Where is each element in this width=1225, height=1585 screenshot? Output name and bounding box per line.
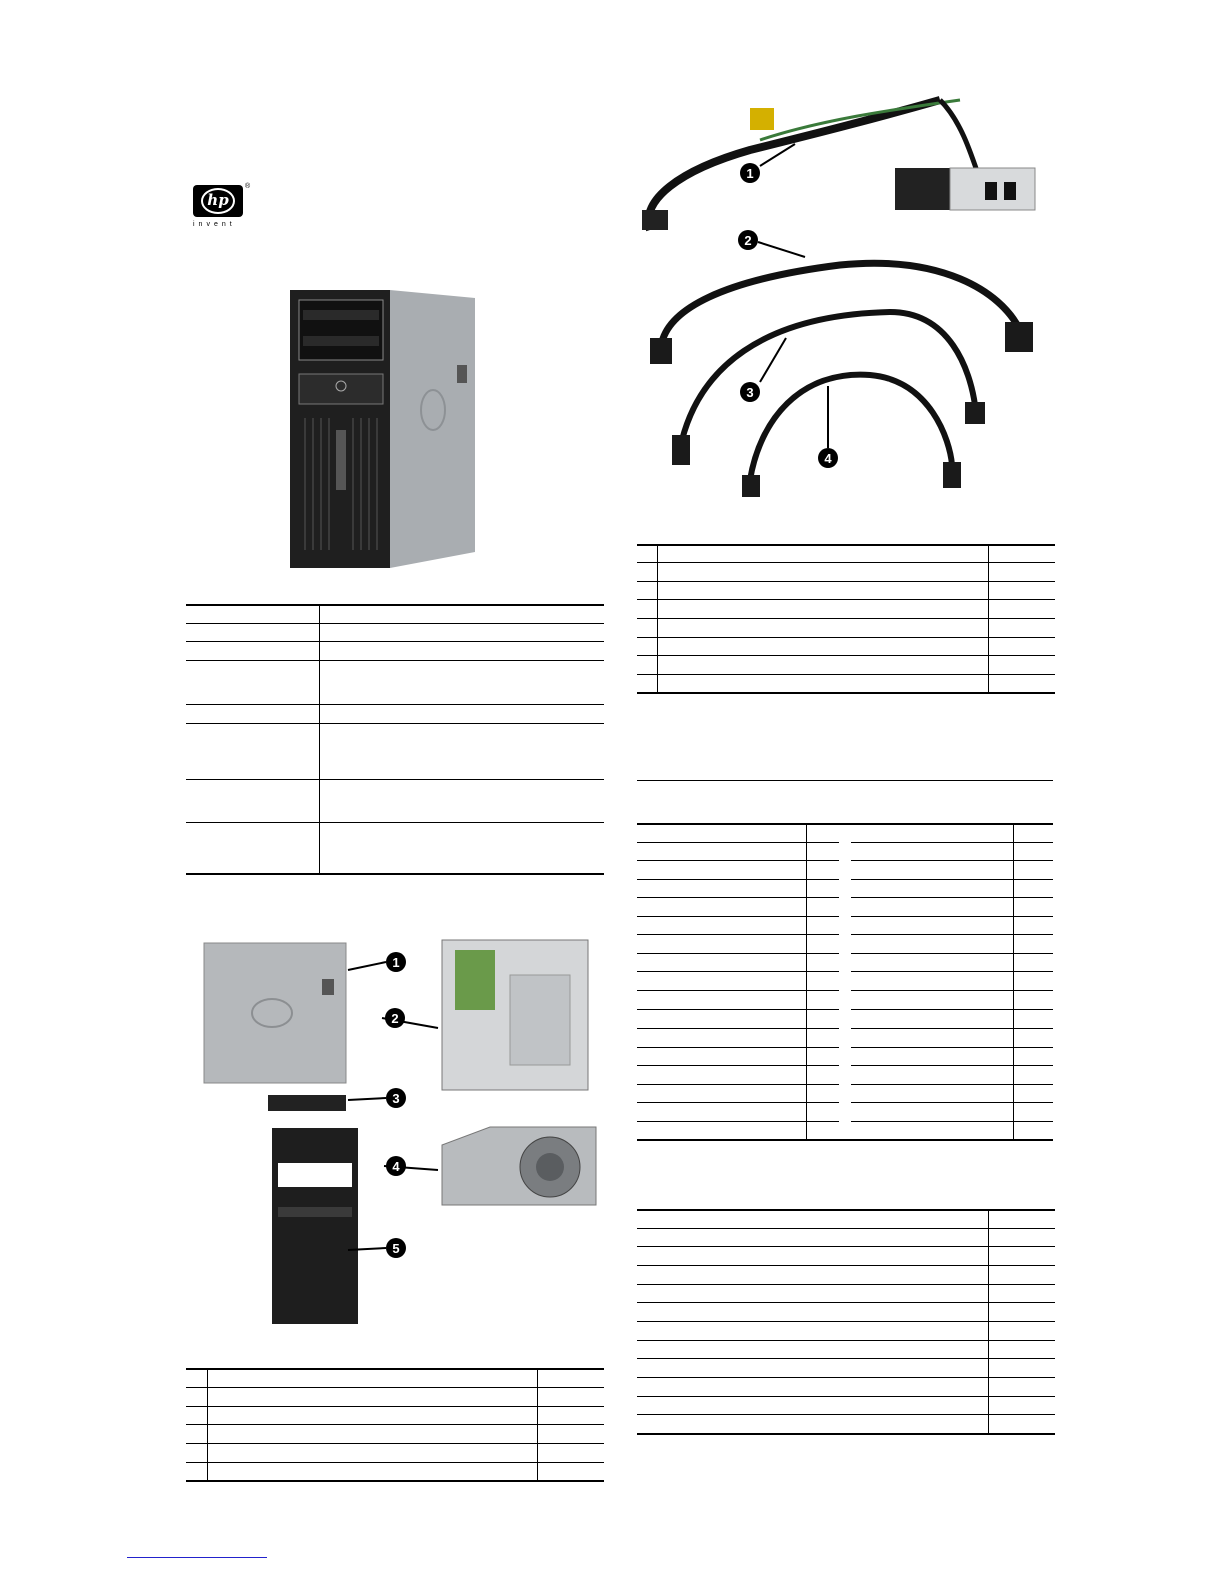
system-callouts — [340, 948, 410, 1268]
hp-logo-text: hp — [207, 191, 229, 209]
hp-logo — [193, 185, 251, 230]
footer-link[interactable] — [127, 1557, 267, 1558]
svg-text:3: 3 — [392, 1091, 400, 1106]
svg-text:2: 2 — [744, 233, 752, 248]
svg-text:4: 4 — [392, 1159, 400, 1174]
cables-photo — [640, 80, 1050, 500]
hp-logo-badge — [193, 185, 243, 217]
svg-text:1: 1 — [746, 166, 754, 181]
svg-text:1: 1 — [392, 955, 400, 970]
registered-mark: ® — [245, 183, 251, 190]
hp-tagline: invent — [193, 221, 236, 228]
svg-text:5: 5 — [392, 1241, 400, 1256]
svg-text:3: 3 — [746, 385, 754, 400]
svg-text:2: 2 — [391, 1011, 399, 1026]
svg-text:4: 4 — [824, 451, 832, 466]
tower-photo — [285, 290, 475, 568]
